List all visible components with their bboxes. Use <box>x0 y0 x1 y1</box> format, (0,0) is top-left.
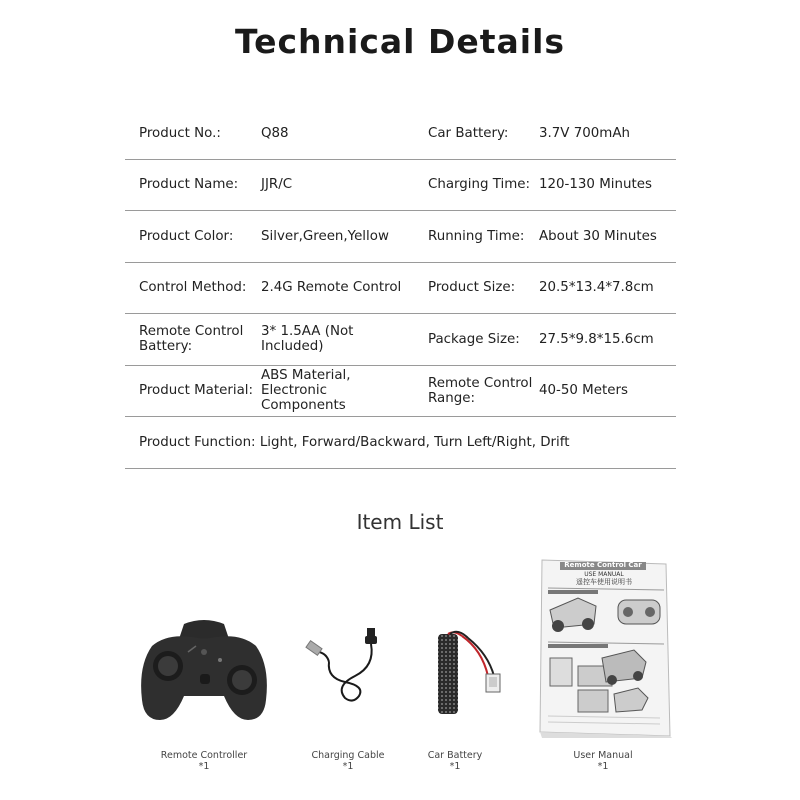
spec-value: About 30 Minutes <box>539 228 657 244</box>
spec-row <box>125 366 676 418</box>
spec-row <box>125 108 676 160</box>
spec-label: Charging Time: <box>428 177 531 193</box>
item-qty: *1 <box>597 761 609 772</box>
spec-label: Control Method: <box>139 280 247 296</box>
spec-value: 3* 1.5AA (Not Included) <box>261 324 354 355</box>
item-qty: *1 <box>342 761 354 772</box>
item-caption <box>144 750 264 772</box>
spec-label: Product Color: <box>139 228 234 244</box>
charging-cable-icon <box>305 626 385 706</box>
item-caption <box>295 750 401 772</box>
user-manual-icon <box>538 558 672 738</box>
spec-value: 2.4G Remote Control <box>261 280 402 296</box>
spec-row <box>125 263 676 315</box>
remote-controller-icon <box>138 616 270 728</box>
spec-label: Product Size: <box>428 280 516 296</box>
spec-value: Silver,Green,Yellow <box>261 228 389 244</box>
spec-label: Running Time: <box>428 228 525 244</box>
spec-row <box>125 211 676 263</box>
item-list-title: Item List <box>356 510 444 534</box>
item-name: Remote Controller <box>160 750 248 761</box>
spec-row <box>125 160 676 212</box>
spec-value: Q88 <box>261 125 289 141</box>
page-title: Technical Details <box>234 22 566 61</box>
spec-row <box>125 314 676 366</box>
car-battery-icon <box>432 630 518 718</box>
spec-value: 120-130 Minutes <box>539 177 652 193</box>
spec-label: Product No.: <box>139 125 221 141</box>
spec-row <box>125 417 676 469</box>
item-name: User Manual <box>573 750 633 761</box>
item-caption <box>553 750 653 772</box>
spec-label: Product Function: <box>139 434 256 450</box>
item-name: Car Battery <box>427 750 483 761</box>
spec-value: Light, Forward/Backward, Turn Left/Right, Drift <box>259 434 570 450</box>
spec-label: Car Battery: <box>428 125 509 141</box>
item-name: Charging Cable <box>311 750 385 761</box>
item-qty: *1 <box>449 761 461 772</box>
spec-value: 40-50 Meters <box>539 383 628 399</box>
spec-value: 27.5*9.8*15.6cm <box>539 331 654 347</box>
item-qty: *1 <box>198 761 210 772</box>
spec-label: Remote Control Battery: <box>139 324 244 355</box>
spec-value: 3.7V 700mAh <box>539 125 630 141</box>
spec-label: Product Material: <box>139 383 254 399</box>
spec-table <box>125 108 676 469</box>
spec-label: Package Size: <box>428 331 520 347</box>
spec-label: Remote Control Range: <box>428 375 533 406</box>
manual-subheading: USE MANUAL <box>584 571 624 578</box>
spec-value: ABS Material, Electronic Components <box>261 368 351 414</box>
item-caption <box>405 750 505 772</box>
spec-value: JJR/C <box>261 177 293 193</box>
manual-heading: Remote Control Car <box>564 561 642 569</box>
spec-label: Product Name: <box>139 177 239 193</box>
function-row-text <box>139 417 679 468</box>
manual-chinese-title: 遥控车使用说明书 <box>576 578 632 586</box>
spec-value: 20.5*13.4*7.8cm <box>539 280 654 296</box>
